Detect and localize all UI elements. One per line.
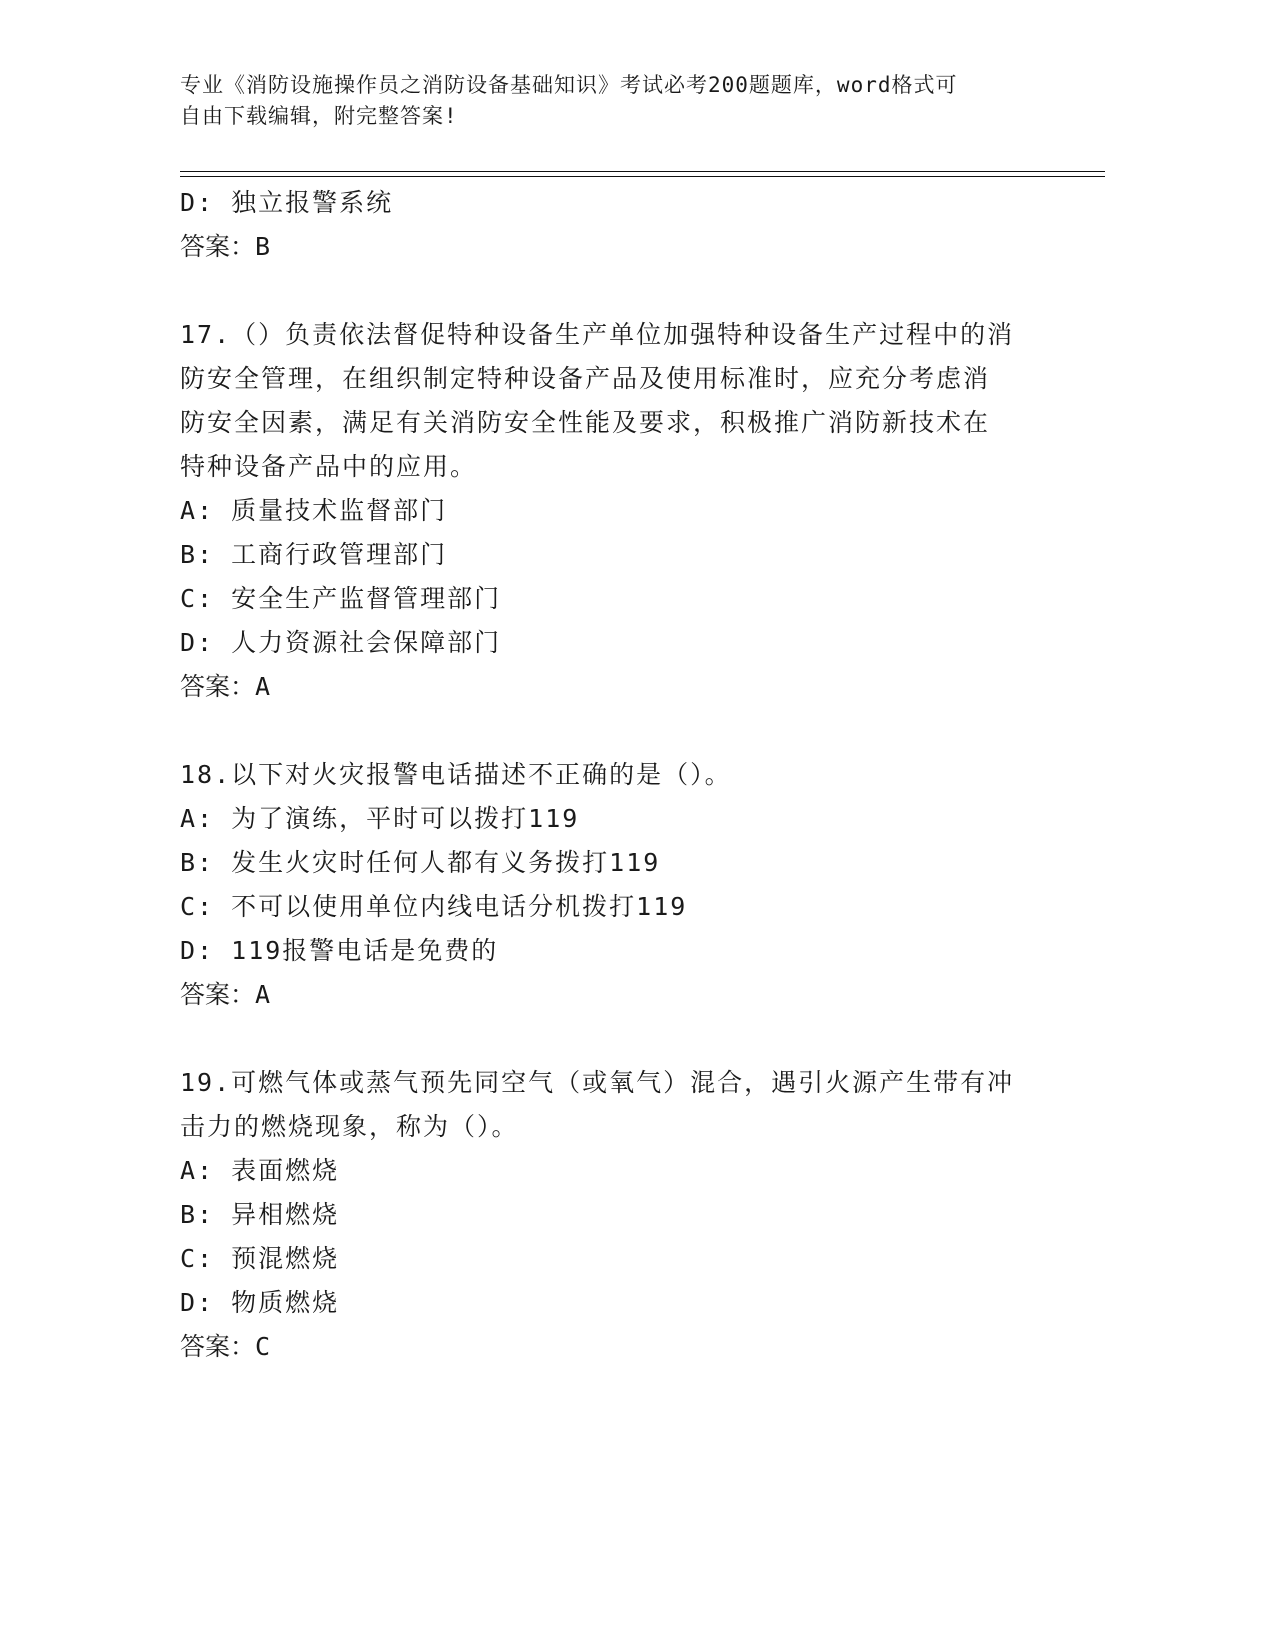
- option-d: D: 人力资源社会保障部门: [180, 628, 502, 657]
- answer-line: [180, 227, 1080, 271]
- answer-value: B: [255, 232, 272, 261]
- question-list: [180, 183, 1080, 1371]
- option-c: C: 不可以使用单位内线电话分机拨打119: [180, 892, 688, 921]
- option-c: C: 安全生产监督管理部门: [180, 584, 502, 613]
- question-text-line: 18.以下对火灾报警电话描述不正确的是（）。: [180, 760, 732, 789]
- option-a: A: 表面燃烧: [180, 1156, 340, 1185]
- question-18: [180, 755, 1080, 1019]
- question-17: [180, 315, 1080, 711]
- option-b: B: 工商行政管理部门: [180, 540, 448, 569]
- option-b: B: 发生火灾时任何人都有义务拨打119: [180, 848, 661, 877]
- answer-label: 答案：: [180, 980, 256, 1009]
- question-text-line: 防安全因素，满足有关消防安全性能及要求，积极推广消防新技术在: [180, 408, 991, 437]
- answer-value: C: [255, 1332, 272, 1361]
- question-19: [180, 1063, 1080, 1371]
- question-text-line: 击力的燃烧现象，称为（）。: [180, 1112, 519, 1141]
- spacer: [180, 271, 1080, 315]
- answer-value: A: [255, 672, 272, 701]
- option-d: D: 119报警电话是免费的: [180, 936, 499, 965]
- header-divider-top: [180, 171, 1105, 172]
- question-text-line: 防安全管理，在组织制定特种设备产品及使用标准时，应充分考虑消: [180, 364, 991, 393]
- option-d: D: 独立报警系统: [180, 188, 394, 217]
- header-line-2: 自由下载编辑，附完整答案!: [180, 104, 458, 128]
- answer-value: A: [255, 980, 272, 1009]
- answer-line: [180, 975, 1080, 1019]
- answer-label: 答案：: [180, 1332, 256, 1361]
- option-d: D: 物质燃烧: [180, 1288, 340, 1317]
- answer-line: [180, 1327, 1080, 1371]
- option-a: A: 质量技术监督部门: [180, 496, 448, 525]
- question-text-line: 19.可燃气体或蒸气预先同空气（或氧气）混合，遇引火源产生带有冲: [180, 1068, 1015, 1097]
- document-header: [180, 70, 1070, 132]
- option-a: A: 为了演练，平时可以拨打119: [180, 804, 580, 833]
- option-c: C: 预混燃烧: [180, 1244, 340, 1273]
- question-16-tail: [180, 183, 1080, 271]
- option-b: B: 异相燃烧: [180, 1200, 340, 1229]
- spacer: [180, 1019, 1080, 1063]
- question-text-line: 17.（）负责依法督促特种设备生产单位加强特种设备生产过程中的消: [180, 320, 1015, 349]
- answer-label: 答案：: [180, 232, 256, 261]
- spacer: [180, 711, 1080, 755]
- header-divider-bottom: [180, 176, 1105, 177]
- answer-label: 答案：: [180, 672, 256, 701]
- header-line-1: 专业《消防设施操作员之消防设备基础知识》考试必考200题题库，word格式可: [180, 73, 958, 97]
- answer-line: [180, 667, 1080, 711]
- question-text-line: 特种设备产品中的应用。: [180, 452, 478, 481]
